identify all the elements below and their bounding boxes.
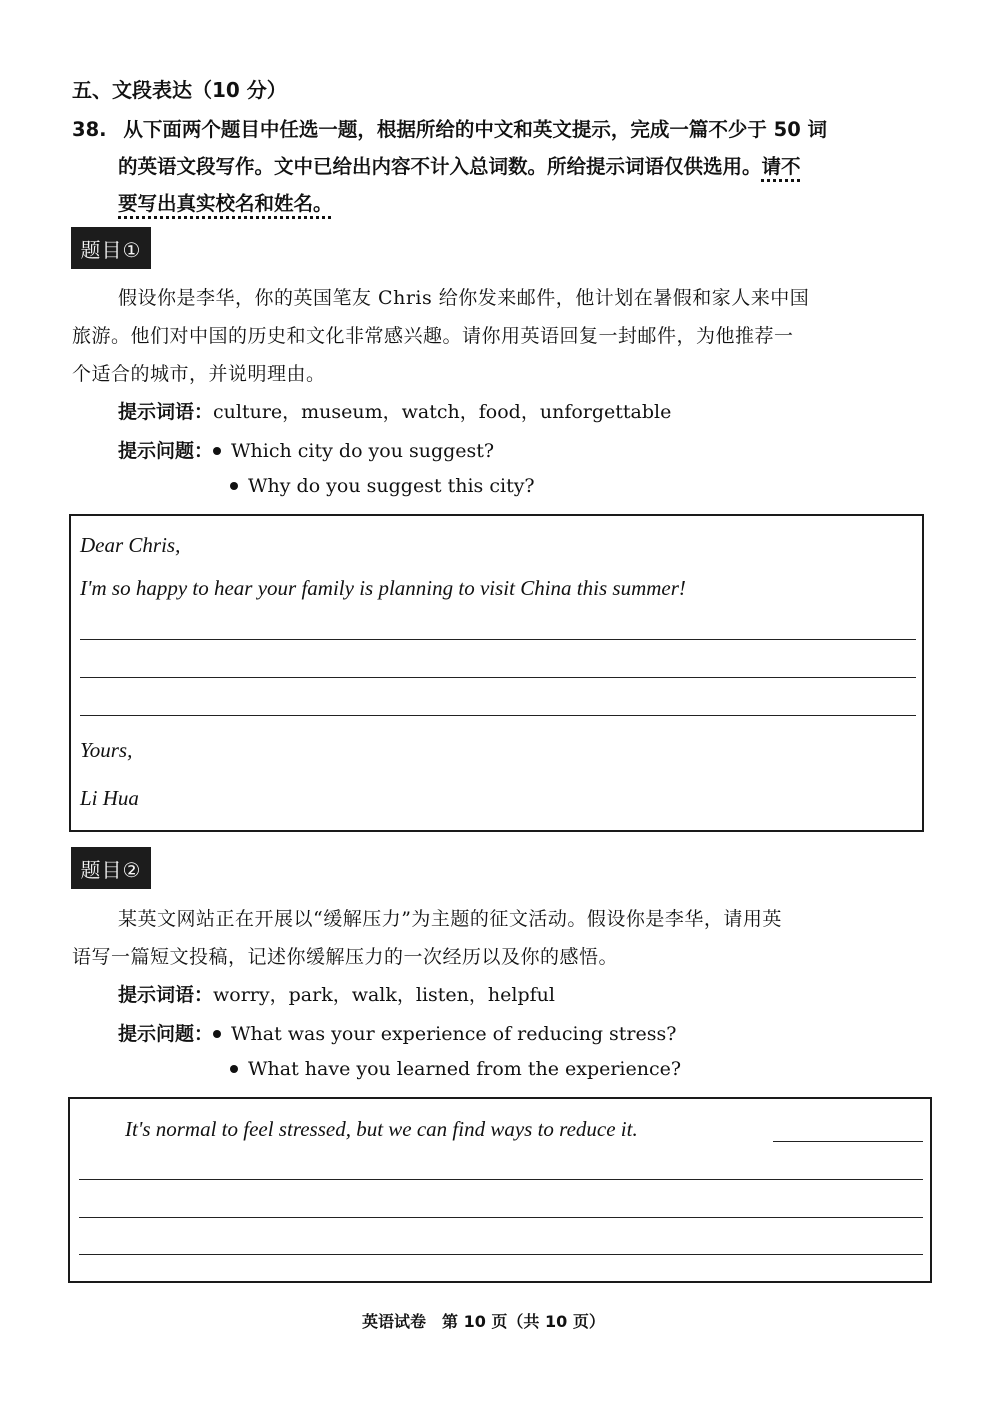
answer-line[interactable] bbox=[79, 1254, 923, 1255]
question-line-3 bbox=[118, 188, 333, 216]
answer-line[interactable] bbox=[773, 1141, 923, 1142]
section-title: 五、文段表达（10 分） bbox=[72, 78, 287, 102]
letter-opening: I'm so happy to hear your family is planning to visit China this summer! bbox=[80, 576, 686, 600]
bullet-icon bbox=[213, 1030, 221, 1038]
topic-1-para-line-2: 旅游。他们对中国的历史和文化非常感兴趣。请你用英语回复一封邮件，为他推荐一 bbox=[72, 325, 794, 347]
question-line-1 bbox=[72, 114, 827, 142]
topic-1-para-line-3: 个适合的城市，并说明理由。 bbox=[72, 363, 326, 385]
bullet-icon bbox=[230, 1065, 238, 1073]
topic-2-question-2: What have you learned from the experience? bbox=[248, 1058, 682, 1080]
topic-1-hint-questions-label: 提示问题： bbox=[118, 440, 214, 462]
topic-1-hint-words-text: culture，museum，watch，food，unforgettable bbox=[213, 401, 672, 423]
topic-1-question-1: Which city do you suggest? bbox=[231, 440, 495, 462]
page-footer: 英语试卷 第 10 页（共 10 页） bbox=[362, 1312, 605, 1331]
topic-1-hint-words bbox=[118, 397, 671, 424]
topic-2-answer-box bbox=[68, 1097, 932, 1283]
topic-2-hint-words bbox=[118, 980, 555, 1007]
answer-line[interactable] bbox=[80, 639, 916, 640]
topic-2-hint-words-label: 提示词语： bbox=[118, 984, 214, 1006]
question-emphasis-2: 请不 bbox=[761, 155, 801, 178]
question-line-2 bbox=[118, 151, 801, 179]
topic-2-hint-words-text: worry，park，walk，listen，helpful bbox=[213, 984, 555, 1006]
topic-2-hint-question-1 bbox=[118, 1019, 676, 1046]
topic-1-tag: 题目① bbox=[71, 227, 151, 269]
answer-line[interactable] bbox=[80, 677, 916, 678]
topic-1-hint-words-label: 提示词语： bbox=[118, 401, 214, 423]
topic-2-question-1: What was your experience of reducing stress? bbox=[231, 1023, 677, 1045]
question-text-2: 的英语文段写作。文中已给出内容不计入总词数。所给提示词语仅供选用。 bbox=[118, 155, 762, 178]
topic-1-hint-question-2 bbox=[230, 475, 535, 497]
letter-signature: Li Hua bbox=[80, 786, 139, 810]
letter-greeting: Dear Chris, bbox=[80, 533, 181, 557]
answer-line[interactable] bbox=[80, 715, 916, 716]
topic-2-para-line-1: 某英文网站正在开展以“缓解压力”为主题的征文活动。假设你是李华，请用英 bbox=[118, 908, 782, 930]
topic-2-para-line-2: 语写一篇短文投稿，记述你缓解压力的一次经历以及你的感悟。 bbox=[72, 946, 619, 968]
topic-1-para-line-1: 假设你是李华，你的英国笔友 Chris 给你发来邮件，他计划在暑假和家人来中国 bbox=[118, 287, 810, 309]
bullet-icon bbox=[213, 447, 221, 455]
topic-2-tag: 题目② bbox=[71, 847, 151, 889]
topic-1-question-2: Why do you suggest this city? bbox=[248, 475, 535, 497]
topic-2-hint-questions-label: 提示问题： bbox=[118, 1023, 214, 1045]
question-number: 38. bbox=[72, 118, 107, 141]
letter-closing: Yours, bbox=[80, 738, 133, 762]
topic-1-hint-question-1 bbox=[118, 436, 494, 463]
bullet-icon bbox=[230, 482, 238, 490]
topic-2-hint-question-2 bbox=[230, 1058, 681, 1080]
answer-line[interactable] bbox=[79, 1217, 923, 1218]
essay-opening: It's normal to feel stressed, but we can find ways to reduce it. bbox=[125, 1117, 638, 1141]
question-emphasis-3: 要写出真实校名和姓名。 bbox=[118, 192, 333, 215]
question-text-1: 从下面两个题目中任选一题，根据所给的中文和英文提示，完成一篇不少于 50 词 bbox=[123, 118, 828, 141]
answer-line[interactable] bbox=[79, 1179, 923, 1180]
topic-1-answer-box bbox=[69, 514, 924, 832]
